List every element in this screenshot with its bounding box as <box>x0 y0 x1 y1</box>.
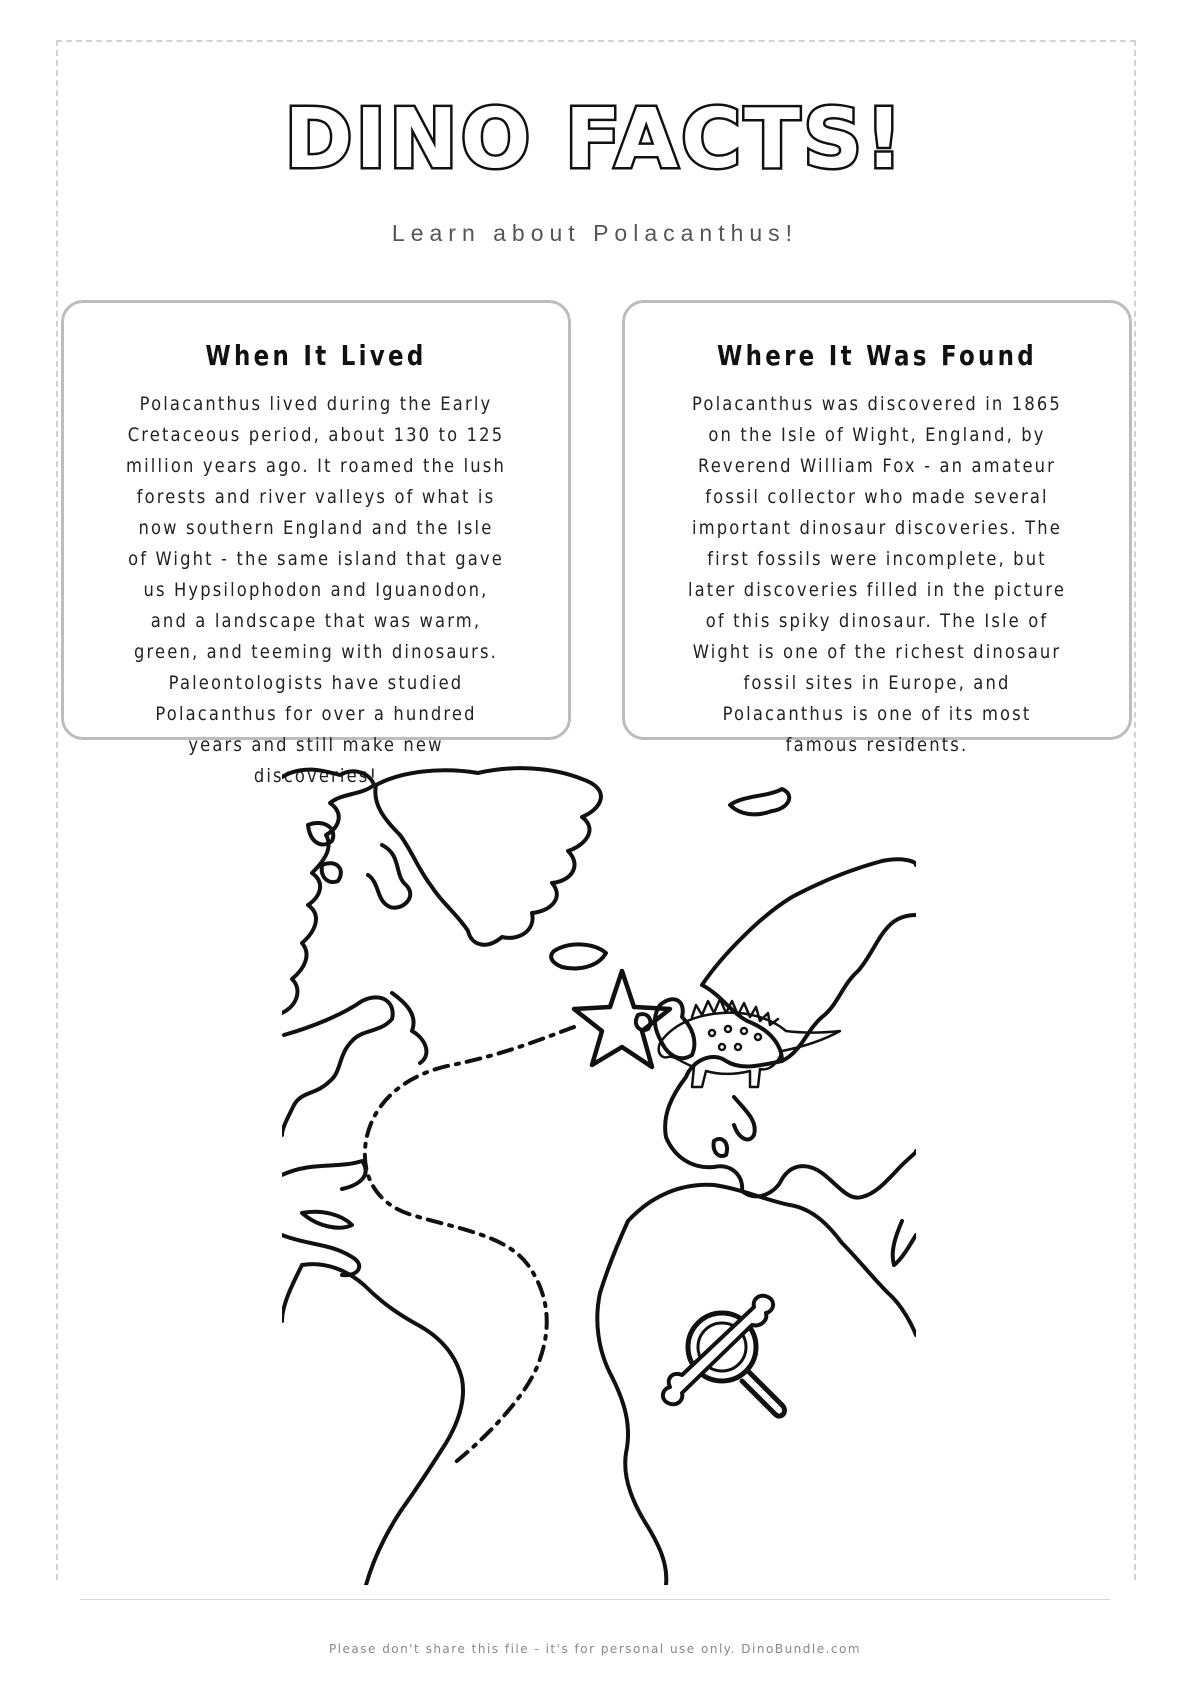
south-america-outline <box>282 1264 463 1585</box>
page-title: DINO FACTS! <box>284 92 906 187</box>
africa-outline <box>597 1185 916 1585</box>
europe-outline <box>702 859 916 1061</box>
card-heading: Where It Was Found <box>716 339 1038 372</box>
when-it-lived-card <box>61 300 571 787</box>
north-america-outline <box>282 770 374 1013</box>
iceland-outline <box>551 944 606 968</box>
star-icon <box>574 971 670 1067</box>
footer-note: Please don't share this file - it's for personal use only. DinoBundle.com <box>328 1642 862 1656</box>
world-map-illustration <box>282 765 916 1585</box>
where-it-was-found-card <box>622 300 1132 756</box>
greenland-outline <box>375 768 601 945</box>
route-path <box>365 1027 574 1465</box>
card-body: Polacanthus lived during the Early Cretaceous period, about 130 to 125 million years ago. It roamed the lush forests and river valleys of what is now southern England and the Isle of Wight - the same island that gave us Hypsilophodon and Iguanodon, and a landscape that was warm, green, and teeming with dinosaurs. Paleontologists have studied Polacanthus for over a hundred years and still make new discoveries! <box>126 393 506 787</box>
card-heading: When It Lived <box>205 339 427 372</box>
footer-divider <box>80 1599 1110 1600</box>
page-subtitle: Learn about Polacanthus! <box>391 220 799 246</box>
card-body: Polacanthus was discovered in 1865 on the Isle of Wight, England, by Reverend William Fox - an amateur fossil collector who made several important dinosaur discoveries. The first fossils were incomplete, but later discoveries filled in the picture of this spiky dinosaur. The Isle of Wight is one of the richest dinosaur fossil sites in Europe, and Polacanthus is one of its most famous residents. <box>687 393 1067 756</box>
